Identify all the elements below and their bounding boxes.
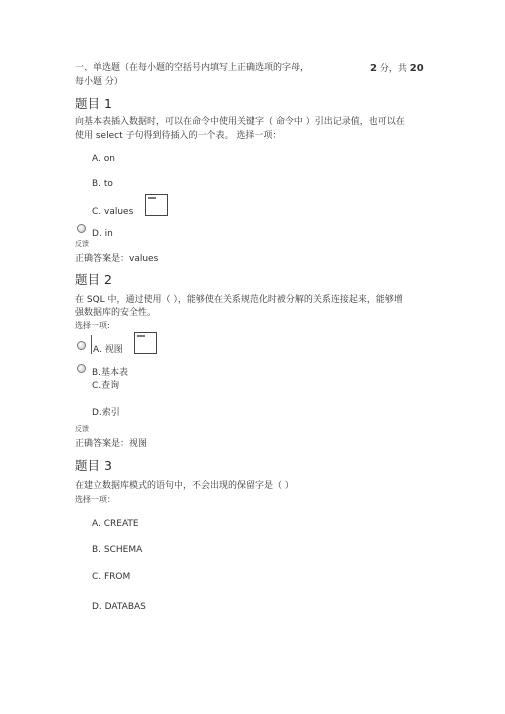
question-2-heading: 题目 2 [75, 272, 112, 287]
q1-option-d-radio[interactable] [77, 224, 86, 233]
q1-option-c[interactable]: C. values [92, 207, 134, 217]
question-2-text-line1: 在 SQL 中，通过使用（ ），能够使在关系规范化时被分解的关系连接起来，能够增 [75, 295, 403, 305]
question-2-text-line2: 强数据库的安全性。 [75, 308, 157, 318]
q2-option-b[interactable]: B.基本表 [92, 368, 129, 378]
section-title-line2: 每小题 分） [75, 77, 123, 87]
q2-correct-answer: 正确答案是：视图 [75, 439, 148, 449]
q2-option-b-radio[interactable] [77, 364, 86, 373]
q3-option-a[interactable]: A. CREATE [92, 519, 139, 529]
q1-option-a[interactable]: A. on [92, 154, 115, 164]
q2-option-d[interactable]: D.索引 [92, 408, 120, 418]
score-total: 20 [409, 63, 424, 74]
q3-option-b[interactable]: B. SCHEMA [92, 545, 143, 555]
q3-option-d[interactable]: D. DATABAS [92, 602, 146, 612]
q1-option-d[interactable]: D. in [92, 229, 113, 239]
q2-select-prompt: 选择一项: [75, 321, 110, 330]
section-score [370, 61, 424, 74]
q1-answer-checkbox[interactable] [145, 194, 168, 216]
q2-feedback-label: 反馈 [75, 425, 89, 433]
q2-option-a-radio[interactable] [77, 341, 86, 350]
q3-select-prompt: 选择一项： [75, 495, 115, 504]
question-3-text-line1: 在建立数据库模式的语句中，不会出现的保留字是（ ） [75, 481, 294, 491]
q3-option-c[interactable]: C. FROM [92, 572, 131, 582]
text-cursor [91, 335, 92, 354]
q2-answer-checkbox[interactable] [134, 332, 157, 354]
question-3-heading: 题目 3 [75, 458, 112, 473]
q2-option-c[interactable]: C.查询 [92, 381, 120, 391]
score-each: 2 [370, 63, 377, 74]
q2-option-a[interactable]: A. 视图 [93, 345, 123, 355]
section-title: 一、单选题（在每小题的空括号内填写上正确选项的字母， [75, 63, 310, 73]
q1-feedback-label: 反馈 [75, 240, 89, 248]
score-mid: 分，共 [379, 64, 407, 74]
question-1-heading: 题目 1 [75, 96, 112, 111]
q1-option-b[interactable]: B. to [92, 179, 113, 189]
question-1-text-line1: 向基本表插入数据时，可以在命令中使用关键字（ 命令中 ）引出记录值，也可以在 [75, 117, 405, 127]
q1-correct-answer: 正确答案是：values [75, 254, 159, 264]
question-1-text-line2: 使用 select 子句得到待插入的一个表。 选择一项： [75, 131, 282, 141]
